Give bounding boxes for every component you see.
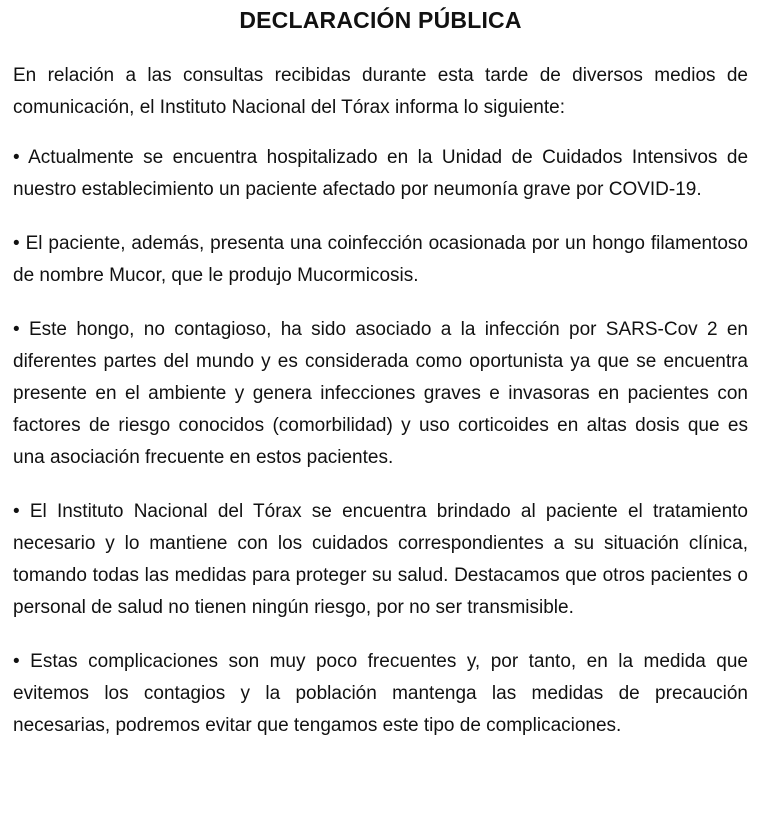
statement-list (13, 142, 748, 742)
list-item (13, 646, 748, 742)
list-item (13, 228, 748, 292)
bullet-icon: • (13, 501, 20, 522)
page-title: DECLARACIÓN PÚBLICA (239, 7, 522, 33)
document-page (13, 0, 748, 742)
intro-paragraph: En relación a las consultas recibidas durante esta tarde de diversos medios de comunicación, el Instituto Nacional del Tórax informa lo siguiente: (13, 65, 748, 118)
bullet-icon: • (13, 319, 20, 340)
bullet-icon: • (13, 651, 20, 672)
list-item (13, 142, 748, 206)
list-item (13, 496, 748, 624)
list-item (13, 314, 748, 474)
list-item-text: El Instituto Nacional del Tórax se encuentra brindado al paciente el tratamiento necesario y lo mantiene con los cuidados correspondientes a su situación clínica, tomando todas las medidas para proteger su salud. Destacamos que otros pacientes o personal de salud no tienen ningún riesgo, por no ser transmisible. (13, 501, 748, 618)
list-item-text: Estas complicaciones son muy poco frecuentes y, por tanto, en la medida que evitemos los contagios y la población mantenga las medidas de precaución necesarias, podremos evitar que tengamos este tipo de complicaciones. (13, 651, 749, 736)
bullet-icon: • (13, 147, 20, 168)
bullet-icon: • (13, 233, 20, 254)
list-item-text: Este hongo, no contagioso, ha sido asociado a la infección por SARS-Cov 2 en diferentes partes del mundo y es considerada como oportunista ya que se encuentra presente en el ambiente y genera infecciones graves e invasoras en pacientes con factores de riesgo conocidos (comorbilidad) y uso corticoides en altas dosis que es una asociación frecuente en estos pacientes. (13, 319, 748, 468)
list-item-text: El paciente, además, presenta una coinfección ocasionada por un hongo filamentoso de nombre Mucor, que le produjo Mucormicosis. (13, 233, 749, 286)
list-item-text: Actualmente se encuentra hospitalizado en la Unidad de Cuidados Intensivos de nuestro establecimiento un paciente afectado por neumonía grave por COVID-19. (13, 147, 749, 200)
